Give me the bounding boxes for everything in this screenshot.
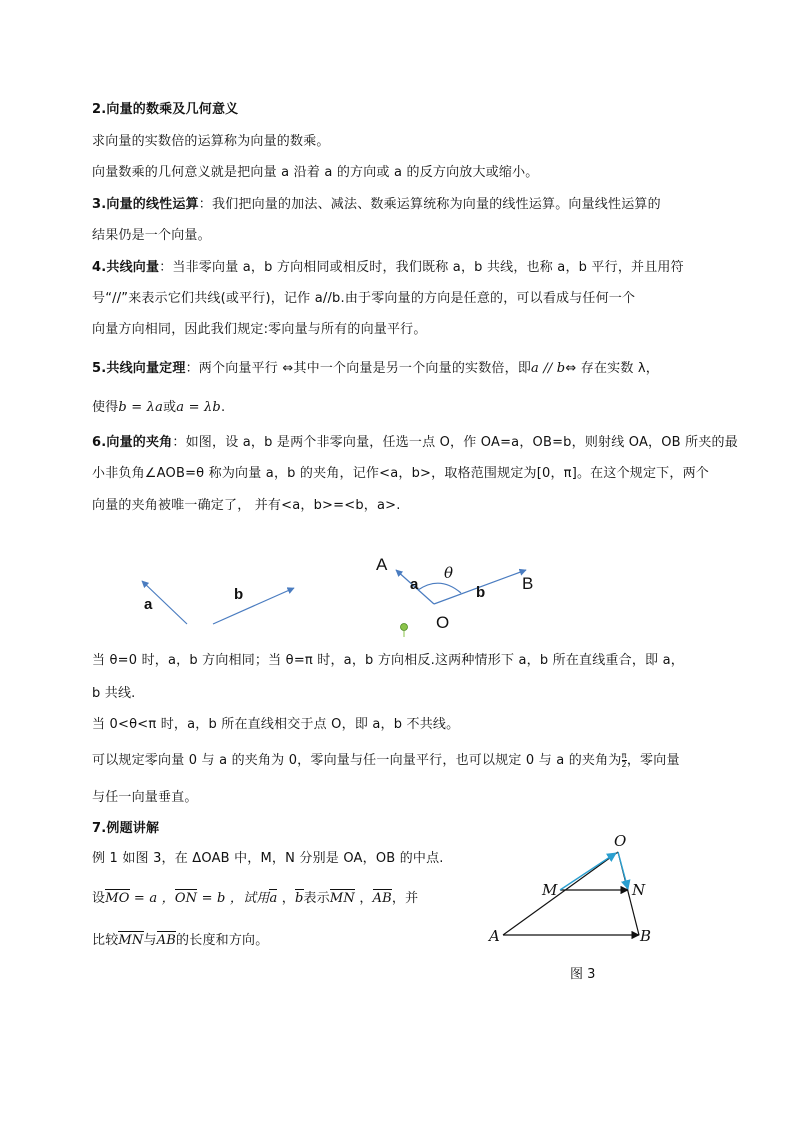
section-4-line1	[92, 259, 684, 277]
section-2-line2: 向量数乘的几何意义就是把向量 a 沿着 a 的方向或 a 的反方向放大或缩小。	[92, 165, 539, 180]
section-6b-line4-b: ，零向量	[626, 753, 680, 768]
point-N-label: N	[632, 881, 646, 899]
section-7-title: 7.例题讲解	[92, 821, 160, 836]
example-eq-a: = a ，	[129, 891, 175, 906]
example-comma2: ，	[355, 891, 373, 906]
section-5-or: 或	[163, 400, 177, 415]
section-6b-line1: 当 θ=0 时，a，b 方向相同；当 θ=π 时，a，b 方向相反.这两种情形下 a，b 所在直线重合，即 a，	[92, 653, 684, 668]
point-A-label: A	[376, 555, 388, 574]
example-line2-c: ，并	[391, 891, 419, 906]
vector-ON: ON	[174, 891, 198, 906]
section-4-line2: 号“//”来表示它们共线(或平行)，记作 a//b.由于零向量的方向是任意的，可以看成与任何一个	[92, 291, 636, 306]
section-6b-line4	[92, 752, 680, 770]
vector-b-label-2: b	[476, 584, 486, 601]
section-6b-line4-a: 可以规定零向量 0 与 a 的夹角为 0，零向量与任一向量平行，也可以规定 0 与 a 的夹角为	[92, 753, 622, 768]
section-5-end: .	[220, 400, 226, 415]
green-marker-dot	[401, 624, 408, 631]
section-5-line2	[92, 399, 225, 417]
section-5-line1	[92, 360, 659, 378]
vector-a-label-2: a	[410, 576, 419, 593]
example-line3-c: 的长度和方向。	[176, 933, 269, 948]
section-6-text1: ：如图，设 a，b 是两个非零向量，任选一点 O，作 OA=a，OB=b，则射线 OA，OB 所夹的最	[172, 435, 738, 450]
vector-a-symbol: a	[269, 891, 278, 906]
point-M-label: M	[542, 881, 558, 899]
example-line3-b: 与	[143, 933, 157, 948]
example-line3-a: 比较	[92, 933, 119, 948]
section-5-text1: ：两个向量平行 ⇔其中一个向量是另一个向量的实数倍，即	[185, 361, 532, 376]
fraction-denominator: 2	[621, 760, 627, 769]
section-6b-line5: 与任一向量垂直。	[92, 790, 198, 805]
section-2-line1: 求向量的实数倍的运算称为向量的数乘。	[92, 134, 330, 149]
section-5-expr1: a // b	[531, 361, 566, 376]
example-comma1: ，	[277, 891, 295, 906]
vector-b-symbol: b	[294, 891, 304, 906]
section-5-line2-a: 使得	[92, 400, 119, 415]
vector-a-label: a	[144, 596, 153, 613]
fraction-numerator: π	[621, 751, 627, 760]
section-2-title: 2.向量的数乘及几何意义	[92, 102, 239, 117]
example-eq-b: = b ，试用	[197, 891, 270, 906]
point-B-label-fig3: B	[640, 927, 652, 945]
section-5-text2: ⇔ 存在实数 λ，	[565, 361, 659, 376]
theta-label: θ	[444, 564, 454, 582]
vector-MO: MO	[105, 891, 130, 906]
angle-arc	[418, 583, 461, 593]
point-A-label-fig3: A	[489, 927, 500, 945]
vector-MN: MN	[329, 891, 356, 906]
triangle-figure	[470, 825, 670, 990]
section-6-title: 6.向量的夹角	[92, 435, 173, 450]
section-6-line1	[92, 434, 738, 452]
figure-3-caption: 图 3	[570, 967, 596, 982]
section-3-text1: ：我们把向量的加法、减法、数乘运算统称为向量的线性运算。向量线性运算的	[198, 197, 661, 212]
point-B-label: B	[522, 574, 534, 593]
section-3-title: 3.向量的线性运算	[92, 197, 199, 212]
example-line2-a: 设	[92, 891, 106, 906]
point-O-label-fig3: O	[614, 832, 627, 850]
point-O-label: O	[436, 613, 450, 632]
section-5-title: 5.共线向量定理	[92, 361, 186, 376]
vector-AB: AB	[372, 891, 392, 906]
section-5-expr3: a = λb	[176, 400, 221, 415]
section-4-line3: 向量方向相同，因此我们规定:零向量与所有的向量平行。	[92, 322, 427, 337]
vector-b-label: b	[234, 586, 244, 603]
example-line1: 例 1 如图 3，在 ΔOAB 中，M，N 分别是 OA，OB 的中点.	[92, 851, 444, 866]
section-3-line1	[92, 196, 661, 214]
side-AO	[503, 852, 618, 935]
section-3-line2: 结果仍是一个向量。	[92, 228, 211, 243]
vector-ON-line	[618, 852, 628, 889]
section-6-line3: 向量的夹角被唯一确定了， 并有<a，b>=<b，a>.	[92, 498, 401, 513]
section-4-text1: ：当非零向量 a，b 方向相同或相反时，我们既称 a，b 共线，也称 a，b 平行，并且用符	[159, 260, 684, 275]
vector-MO-line	[560, 853, 616, 890]
section-4-title: 4.共线向量	[92, 260, 160, 275]
example-line2-b: 表示	[303, 891, 330, 906]
vector-AB-2: AB	[156, 933, 177, 948]
section-6b-line3: 当 0<θ<π 时，a，b 所在直线相交于点 O，即 a，b 不共线。	[92, 717, 460, 732]
section-6-line2: 小非负角∠AOB=θ 称为向量 a，b 的夹角，记作<a，b>，取格范围规定为[0，π]。在这个规定下，两个	[92, 466, 709, 481]
example-line2	[92, 890, 418, 908]
example-line3	[92, 932, 268, 950]
section-6b-line2: b 共线.	[92, 686, 136, 701]
angle-figure	[0, 545, 794, 645]
vector-b-line	[213, 588, 294, 624]
section-5-expr2: b = λa	[118, 400, 164, 415]
vector-MN-2: MN	[118, 933, 144, 948]
